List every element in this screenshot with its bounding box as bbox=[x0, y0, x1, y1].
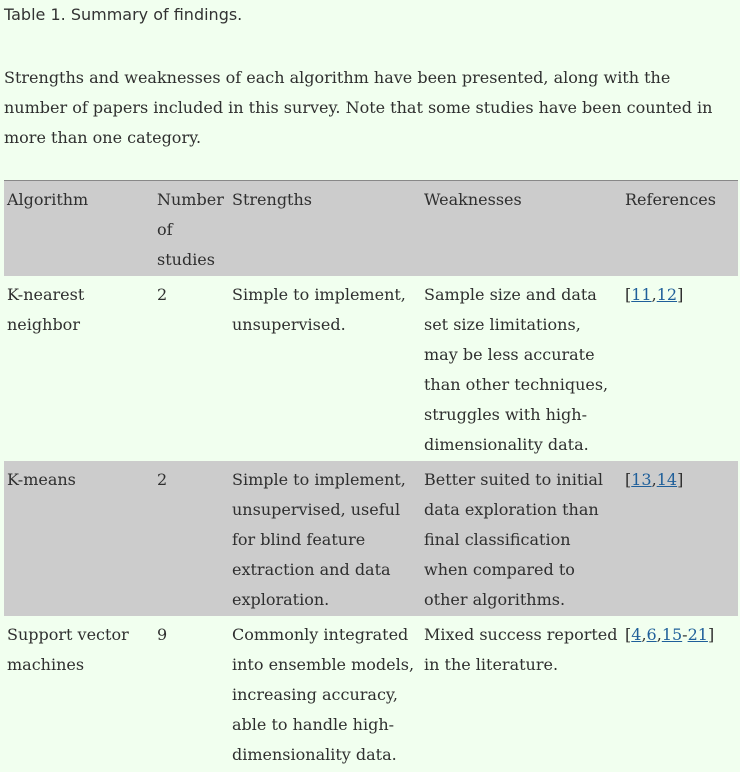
ref-bracket-close: ] bbox=[677, 470, 684, 489]
cell-count: 9 bbox=[157, 625, 168, 644]
reference-link[interactable]: 21 bbox=[687, 625, 708, 644]
reference-link[interactable]: 15 bbox=[661, 625, 683, 644]
ref-bracket-open: [ bbox=[625, 285, 632, 304]
reference-link[interactable]: 6 bbox=[646, 625, 657, 644]
table-header-row bbox=[4, 181, 738, 277]
ref-separator: , bbox=[656, 625, 662, 644]
findings-table bbox=[4, 180, 738, 771]
cell-strengths: Commonly integrated into ensemble models, increasing accuracy, able to handle high-dimensionality data. bbox=[232, 625, 415, 764]
ref-bracket-close: ] bbox=[707, 625, 715, 644]
cell-weaknesses: Better suited to initial data exploration than final classification when compared to other algorithms. bbox=[424, 470, 604, 609]
cell-weaknesses: Sample size and data set size limitations, may be less accurate than other techniques, struggles with high-dimensionality data. bbox=[424, 285, 609, 454]
cell-algorithm: Support vector machines bbox=[7, 625, 129, 674]
header-weaknesses: Weaknesses bbox=[424, 190, 522, 209]
reference-link[interactable]: 11 bbox=[631, 285, 652, 304]
ref-separator: , bbox=[651, 470, 657, 489]
header-number-of-studies: Number of studies bbox=[157, 190, 224, 269]
table-row bbox=[4, 616, 738, 771]
reference-link[interactable]: 13 bbox=[631, 470, 652, 489]
table-caption: Table 1. Summary of findings. bbox=[4, 5, 243, 24]
reference-link[interactable]: 4 bbox=[631, 625, 642, 644]
reference-link[interactable]: 12 bbox=[656, 285, 678, 304]
ref-bracket-open: [ bbox=[625, 470, 632, 489]
table-row bbox=[4, 461, 738, 616]
cell-count: 2 bbox=[157, 285, 168, 304]
ref-separator: , bbox=[641, 625, 647, 644]
ref-bracket-close: ] bbox=[677, 285, 684, 304]
table-row bbox=[4, 276, 738, 461]
cell-weaknesses: Mixed success reported in the literature. bbox=[424, 625, 618, 674]
cell-algorithm: K-means bbox=[7, 470, 76, 489]
ref-bracket-open: [ bbox=[625, 625, 632, 644]
header-algorithm: Algorithm bbox=[7, 190, 89, 209]
findings-table-container bbox=[4, 180, 738, 771]
cell-strengths: Simple to implement, unsupervised, useful for blind feature extraction and data exploration. bbox=[232, 470, 406, 609]
cell-references bbox=[622, 461, 738, 616]
header-strengths: Strengths bbox=[232, 190, 312, 209]
ref-separator: - bbox=[682, 625, 688, 644]
header-references: References bbox=[625, 190, 716, 209]
cell-count: 2 bbox=[157, 470, 168, 489]
cell-references bbox=[622, 276, 738, 461]
reference-link[interactable]: 14 bbox=[656, 470, 678, 489]
cell-algorithm: K-nearest neighbor bbox=[7, 285, 85, 334]
cell-strengths: Simple to implement, unsupervised. bbox=[232, 285, 406, 334]
cell-references bbox=[622, 616, 738, 771]
ref-separator: , bbox=[651, 285, 657, 304]
table-description: Strengths and weaknesses of each algorithm have been presented, along with the number of papers included in this survey. Note that some studies have been counted in more than one category. bbox=[4, 68, 713, 147]
